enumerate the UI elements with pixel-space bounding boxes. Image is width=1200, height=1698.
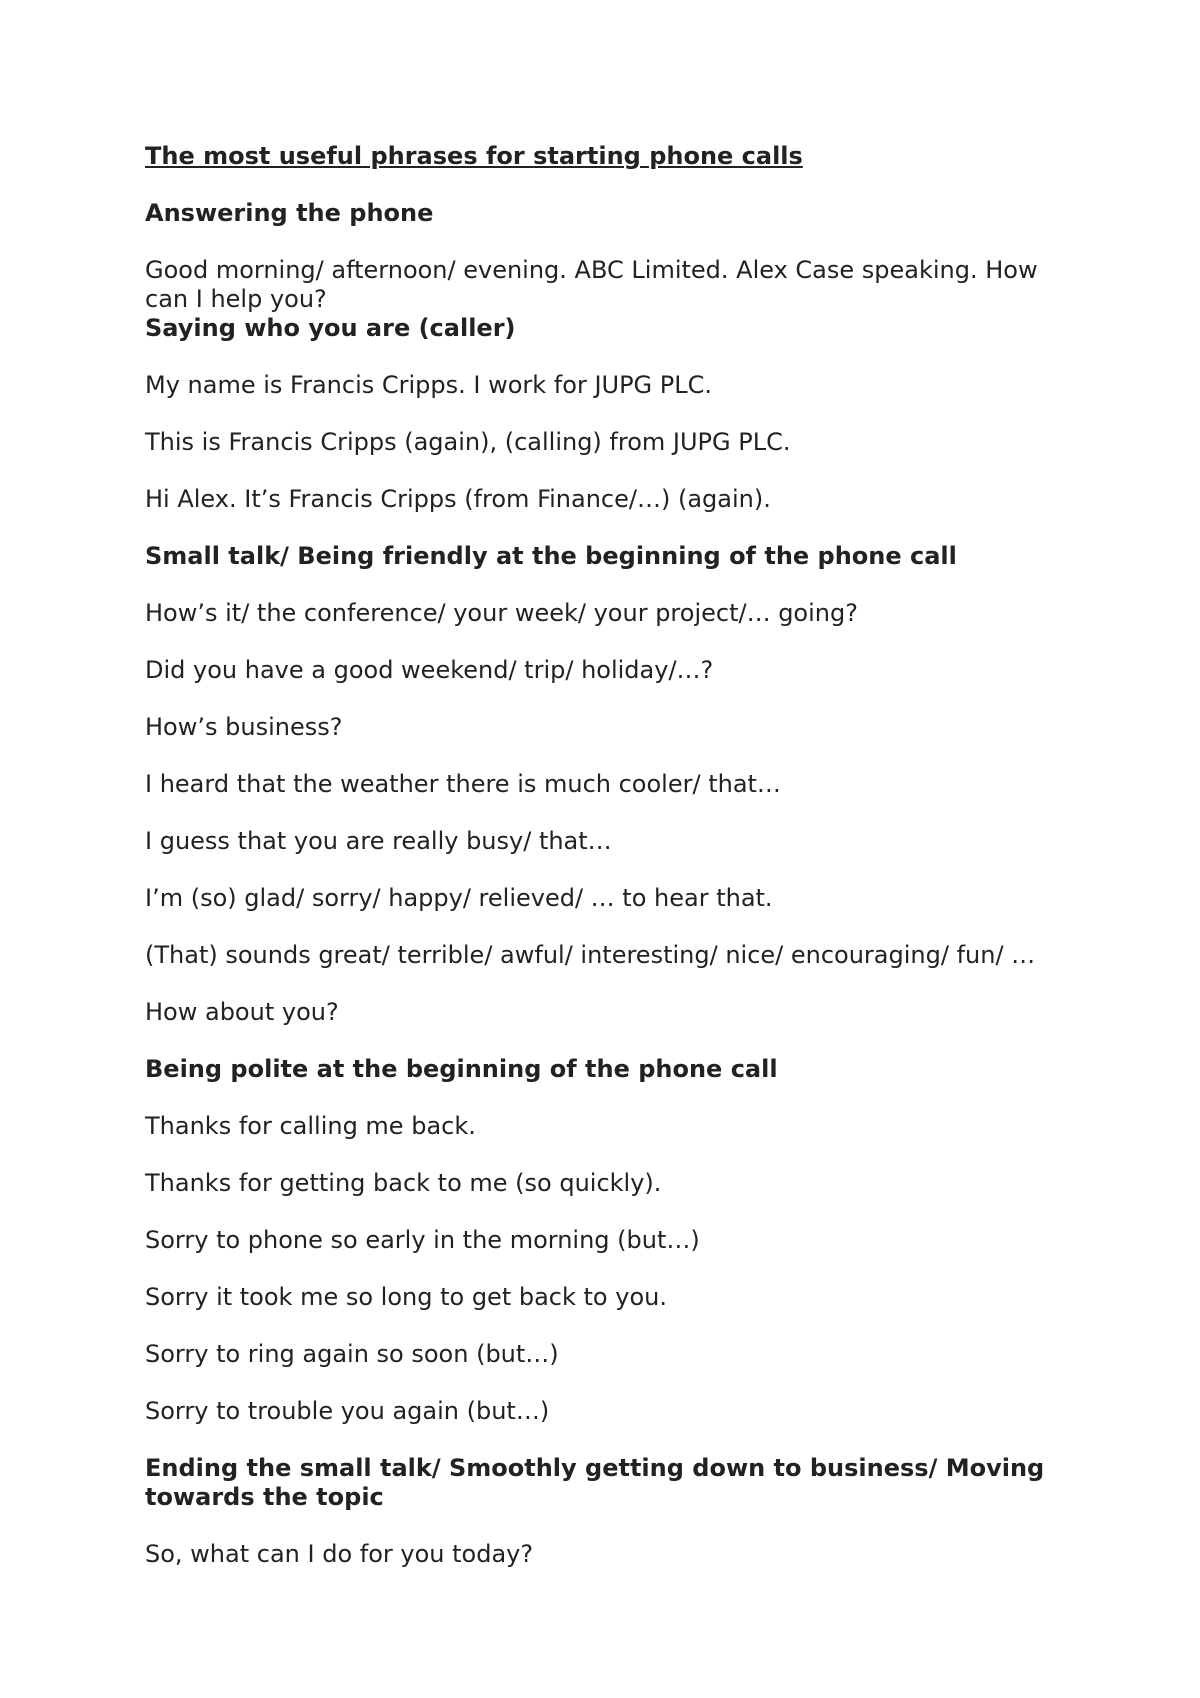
phrase-line: Good morning/ afternoon/ evening. ABC Limited. Alex Case speaking. How can I help you? [145,256,1038,313]
phrase-line: Sorry to phone so early in the morning (but…) [145,1226,700,1254]
phrase-line: How about you? [145,998,339,1026]
phrase-line: Sorry it took me so long to get back to you. [145,1283,667,1311]
phrase-line: (That) sounds great/ terrible/ awful/ interesting/ nice/ encouraging/ fun/ … [145,941,1036,969]
section-heading-polite: Being polite at the beginning of the phone call [145,1055,778,1083]
phrase-line: I’m (so) glad/ sorry/ happy/ relieved/ … to hear that. [145,884,773,912]
section-heading-ending: Ending the small talk/ Smoothly getting down to business/ Moving towards the topic [145,1454,1045,1511]
phrase-line: I guess that you are really busy/ that… [145,827,612,855]
phrase-line: How’s business? [145,713,343,741]
phrase-line: Hi Alex. It’s Francis Cripps (from Finance/…) (again). [145,485,771,513]
document-page [145,142,1075,1597]
phrase-line: Sorry to ring again so soon (but…) [145,1340,559,1368]
phrase-line: This is Francis Cripps (again), (calling) from JUPG PLC. [145,428,791,456]
phrase-line: Thanks for calling me back. [145,1112,476,1140]
phrase-line: Thanks for getting back to me (so quickly). [145,1169,662,1197]
phrase-line: I heard that the weather there is much cooler/ that… [145,770,781,798]
phrase-line: So, what can I do for you today? [145,1540,534,1568]
phrase-line: My name is Francis Cripps. I work for JUPG PLC. [145,371,713,399]
document-title: The most useful phrases for starting phone calls [145,142,803,170]
section-heading-saying-who: Saying who you are (caller) [145,314,516,342]
section-heading-answering: Answering the phone [145,199,434,227]
phrase-line: Sorry to trouble you again (but…) [145,1397,550,1425]
phrase-line: How’s it/ the conference/ your week/ your project/… going? [145,599,858,627]
section-heading-small-talk: Small talk/ Being friendly at the beginning of the phone call [145,542,957,570]
phrase-line: Did you have a good weekend/ trip/ holiday/…? [145,656,714,684]
